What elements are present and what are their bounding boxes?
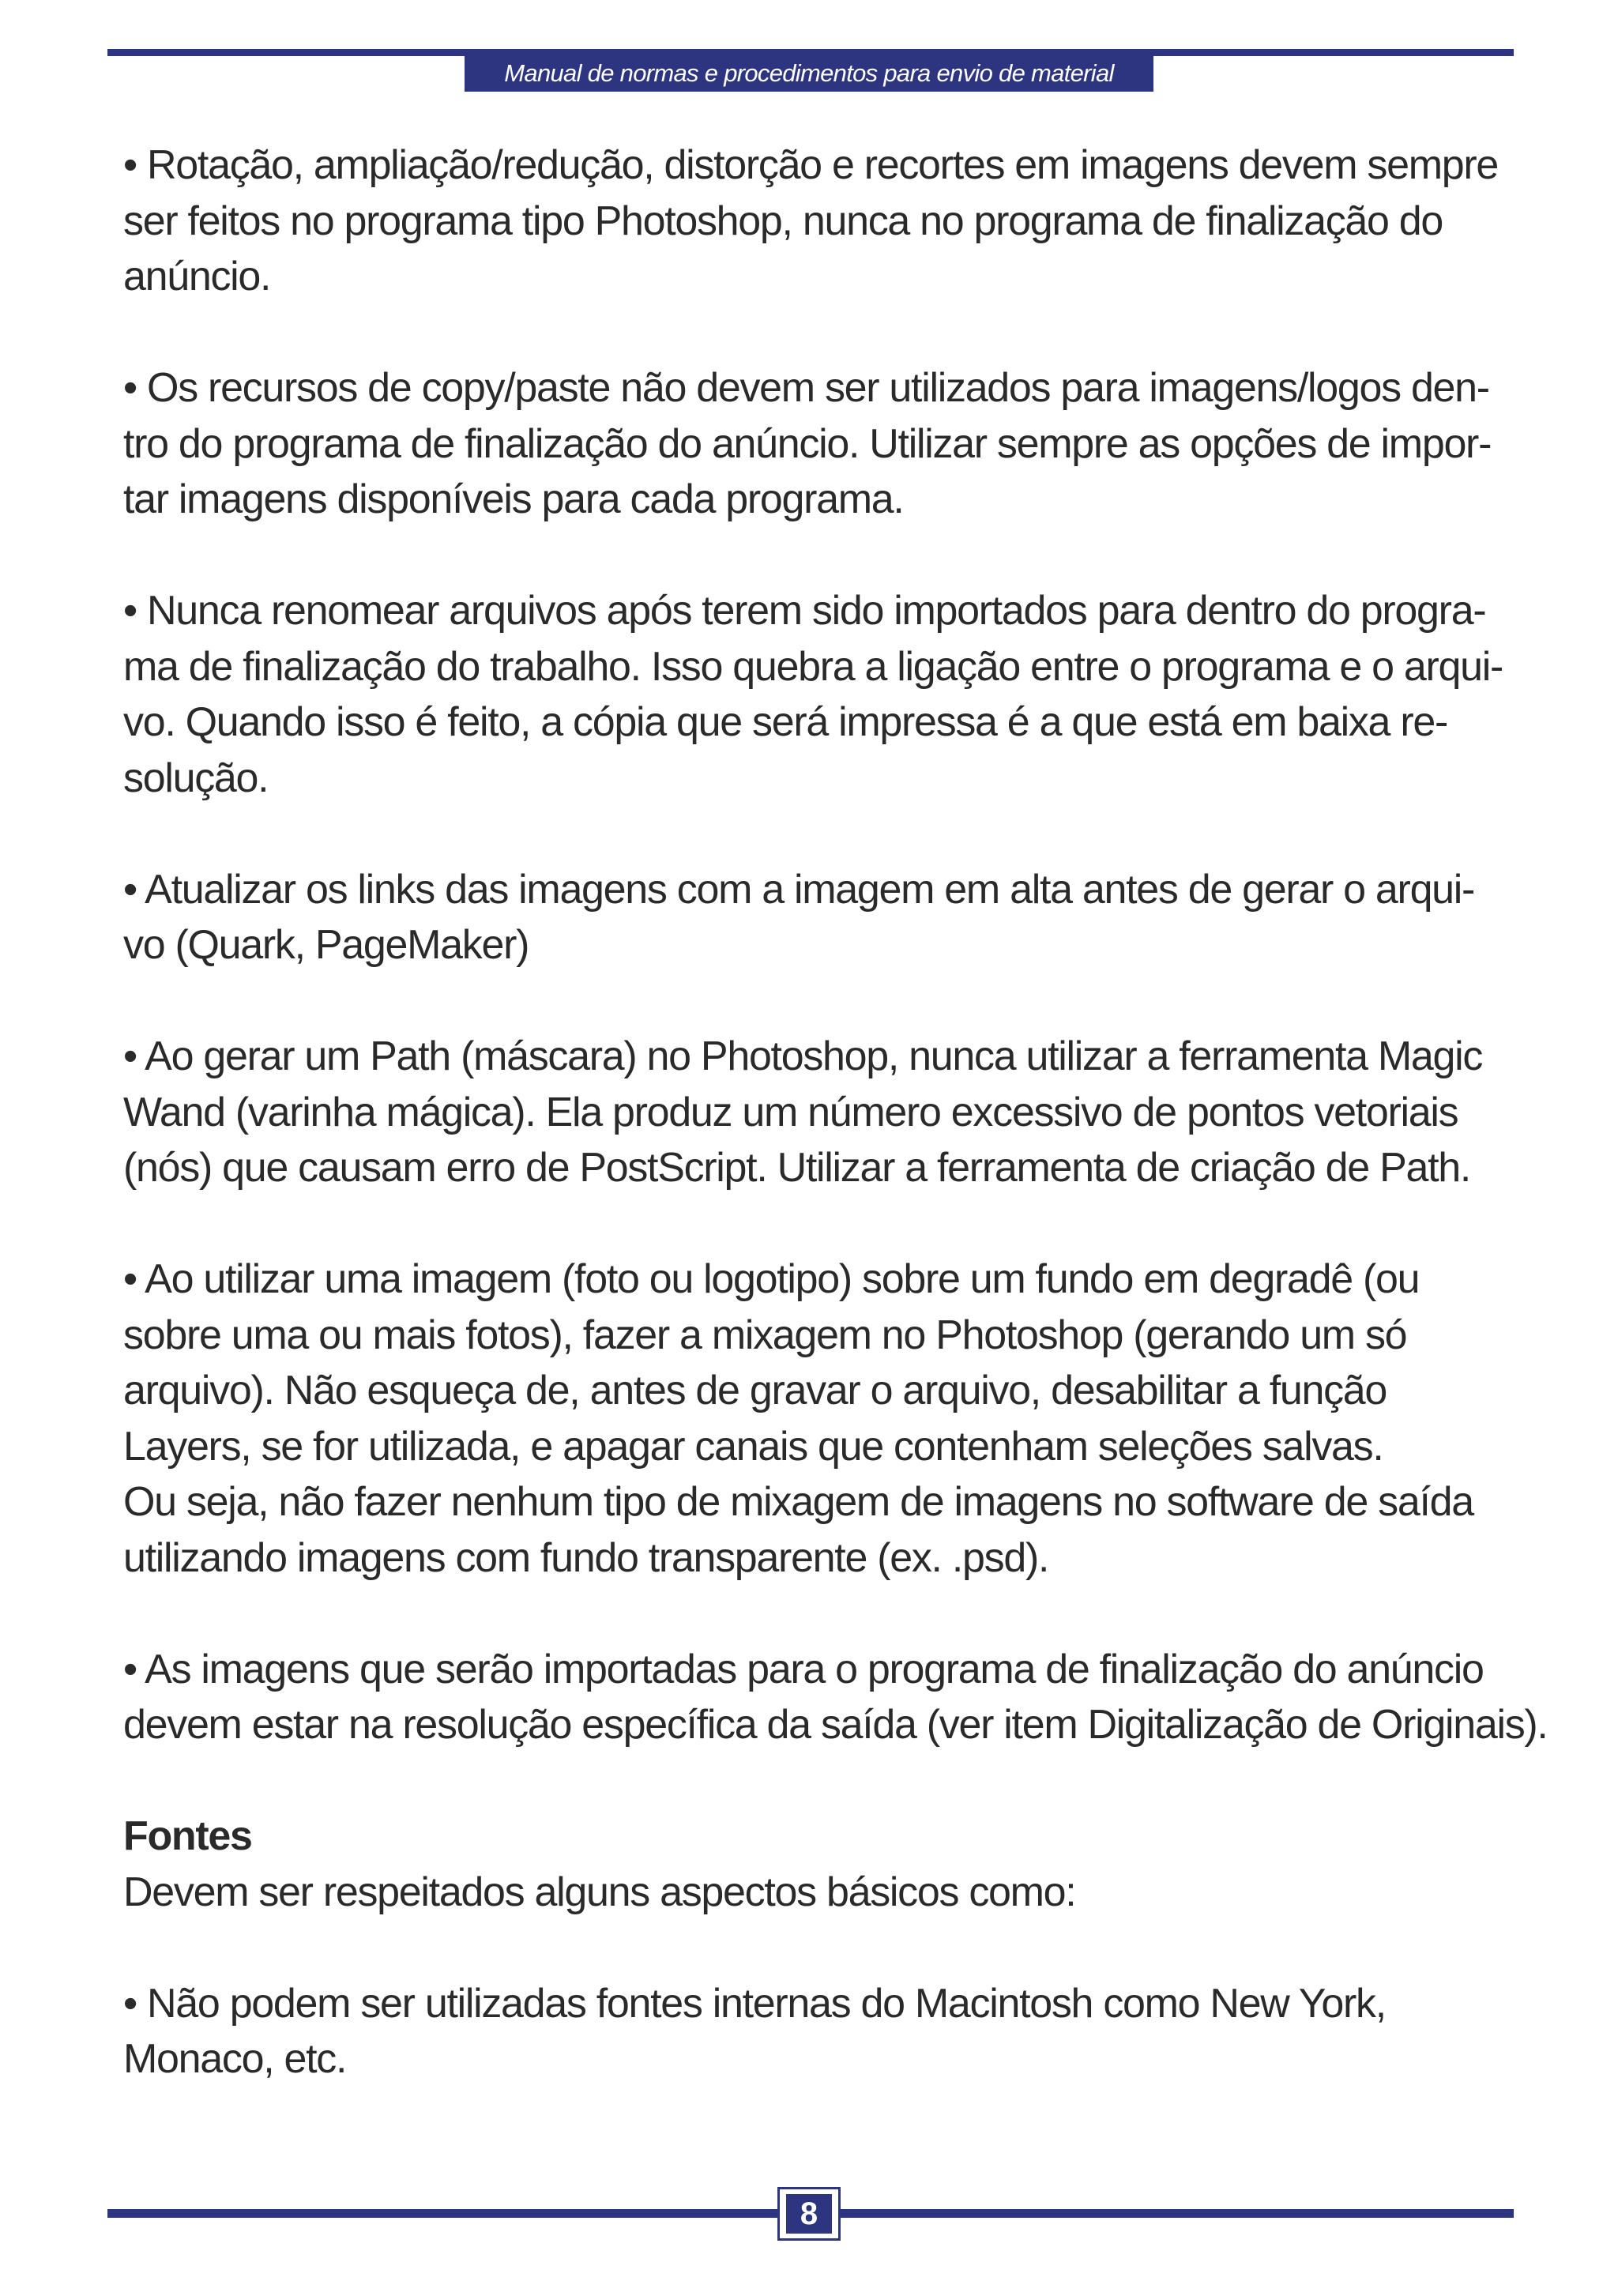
text-line: ma de finalização do trabalho. Isso quebra a ligação entre o programa e o arqui- [123, 643, 1503, 690]
text-line: utilizando imagens com fundo transparente (ex. .psd). [123, 1534, 1049, 1581]
text-line: anúncio. [123, 254, 271, 299]
text-line: vo (Quark, PageMaker) [123, 922, 529, 968]
paragraph-macintosh-fonts [123, 1976, 1514, 2087]
paragraph-rename-files [123, 583, 1514, 806]
paragraph-rotation [123, 137, 1514, 305]
text-line: sobre uma ou mais fotos), fazer a mixagem no Photoshop (gerando um só [123, 1312, 1407, 1358]
text-line: • Os recursos de copy/paste não devem ser utilizados para imagens/logos den- [123, 365, 1489, 411]
text-line: • As imagens que serão importadas para o programa de finalização do anúncio [123, 1646, 1484, 1692]
text-line: • Nunca renomear arquivos após terem sido importados para dentro do progra- [123, 588, 1486, 634]
text-line: Layers, se for utilizada, e apagar canais que contenham seleções salvas. [123, 1423, 1383, 1470]
section-heading-fontes: Fontes [123, 1813, 252, 1859]
text-line: • Não podem ser utilizadas fontes internas do Macintosh como New York, [123, 1980, 1386, 2027]
paragraph-path-mask [123, 1029, 1514, 1196]
paragraph-image-resolution [123, 1642, 1548, 1753]
text-line: • Atualizar os links das imagens com a imagem em alta antes de gerar o arqui- [123, 866, 1475, 913]
text-line: Monaco, etc. [123, 2036, 347, 2082]
paragraph-copy-paste [123, 360, 1514, 528]
header-title: Manual de normas e procedimentos para envio de material [465, 55, 1153, 92]
text-line: (nós) que causam erro de PostScript. Utilizar a ferramenta de criação de Path. [123, 1145, 1470, 1191]
text-line: • Ao gerar um Path (máscara) no Photoshop, nunca utilizar a ferramenta Magic [123, 1033, 1483, 1079]
text-line: solução. [123, 755, 269, 801]
text-line: tar imagens disponíveis para cada programa. [123, 476, 904, 522]
text-line: vo. Quando isso é feito, a cópia que será impressa é a que está em baixa re- [123, 699, 1447, 745]
page-number: 8 [786, 2194, 832, 2234]
text-line: tro do programa de finalização do anúncio. Utilizar sempre as opções de impor- [123, 420, 1492, 467]
text-line: arquivo). Não esqueça de, antes de gravar o arquivo, desabilitar a função [123, 1368, 1387, 1413]
paragraph-gradient-background [123, 1252, 1514, 1586]
text-line: • Rotação, ampliação/redução, distorção e recortes em imagens devem sempre [123, 142, 1499, 188]
fonts-intro: Devem ser respeitados alguns aspectos básicos como: [123, 1869, 1076, 1915]
text-line: • Ao utilizar uma imagem (foto ou logotipo) sobre um fundo em degradê (ou [123, 1256, 1420, 1302]
page-number-box [777, 2187, 841, 2241]
text-line: Ou seja, não fazer nenhum tipo de mixagem de imagens no software de saída [123, 1479, 1473, 1525]
text-line: Wand (varinha mágica). Ela produz um número excessivo de pontos vetoriais [123, 1089, 1458, 1135]
paragraph-update-links [123, 862, 1514, 973]
text-line: ser feitos no programa tipo Photoshop, nunca no programa de finalização do [123, 198, 1443, 244]
text-line: devem estar na resolução específica da saída (ver item Digitalização de Originais). [123, 1702, 1548, 1748]
fonts-section [123, 1809, 1514, 1920]
page-content [123, 137, 1548, 2087]
